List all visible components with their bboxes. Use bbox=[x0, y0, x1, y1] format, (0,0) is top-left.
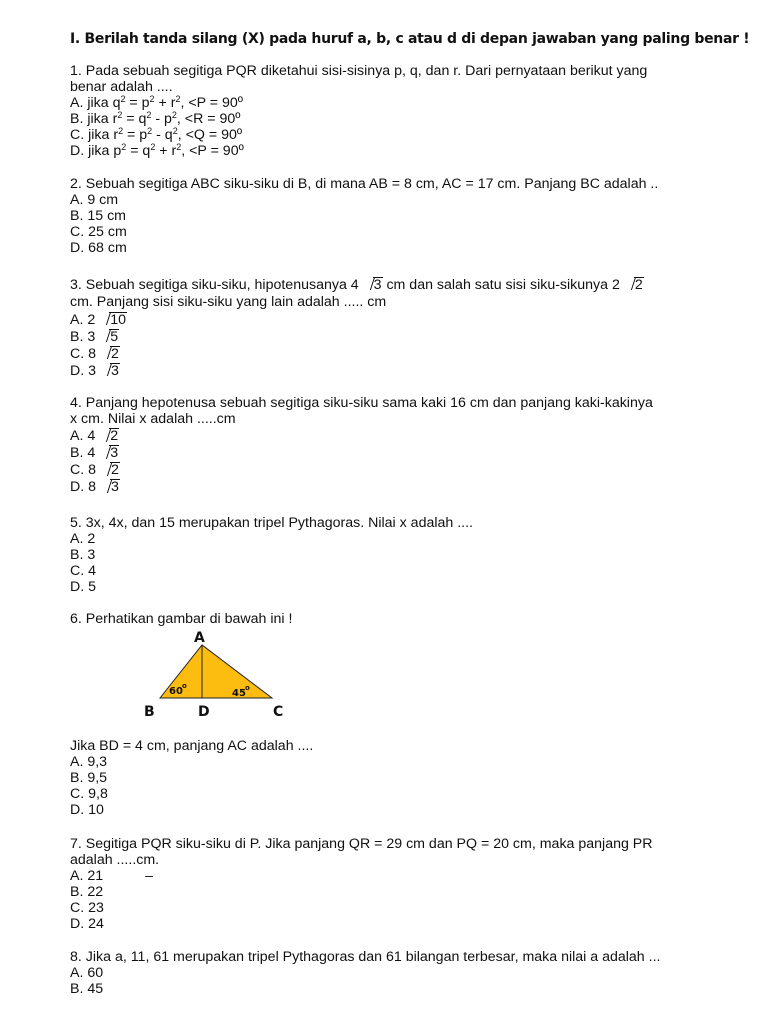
sqrt-symbol: 3 bbox=[100, 445, 119, 461]
question-8-option-a: A. 60 bbox=[70, 965, 104, 981]
question-3-stem-cont: cm. Panjang sisi siku-siku yang lain adalah ..... cm bbox=[70, 294, 387, 310]
question-8-option-b: B. 45 bbox=[70, 981, 104, 997]
question-3-option-b: B. 3 5 bbox=[70, 329, 119, 345]
question-4 bbox=[70, 395, 653, 496]
question-6-question: Jika BD = 4 cm, panjang AC adalah .... bbox=[70, 738, 314, 754]
question-4-stem-cont: x cm. Nilai x adalah .....cm bbox=[70, 411, 236, 427]
question-1-option-b: B. jika $r^2 = q^2 - p^2$, <R = 90º bbox=[70, 110, 241, 127]
question-2 bbox=[70, 176, 658, 256]
sqrt-symbol: 5 bbox=[100, 328, 119, 346]
question-6-body bbox=[70, 738, 313, 818]
question-6-option-a: A. 9,3 bbox=[70, 754, 108, 770]
vertex-label-a: A bbox=[194, 630, 205, 646]
question-3 bbox=[70, 276, 644, 379]
question-4-option-b: B. 4 3 bbox=[70, 445, 119, 461]
question-5 bbox=[70, 515, 473, 595]
question-1-option-a: A. jika $q^2 = p^2 + r^2$, <P = 90º bbox=[70, 94, 243, 111]
sqrt-symbol: 2 bbox=[101, 462, 120, 478]
question-6-option-c: C. 9,8 bbox=[70, 786, 108, 802]
question-3-option-c: C. 8 2 bbox=[70, 346, 119, 362]
degree-mark-c: o bbox=[245, 684, 250, 692]
question-7-option-a: A. 21 – bbox=[70, 868, 154, 884]
question-6 bbox=[70, 611, 292, 627]
angle-label-b: 60 bbox=[169, 686, 183, 697]
question-5-option-d: D. 5 bbox=[70, 579, 97, 595]
question-5-option-b: B. 3 bbox=[70, 547, 96, 563]
question-5-option-a: A. 2 bbox=[70, 531, 96, 547]
question-1-option-c: C. jika $r^2 = p^2 - q^2$, <Q = 90º bbox=[70, 126, 243, 143]
question-2-option-b: B. 15 cm bbox=[70, 208, 126, 224]
question-7 bbox=[70, 836, 653, 932]
question-2-option-d: D. 68 cm bbox=[70, 240, 127, 256]
question-3-option-a: A. 2 10 bbox=[70, 312, 126, 328]
question-1-stem-cont: benar adalah .... bbox=[70, 79, 173, 95]
question-4-option-a: A. 4 2 bbox=[70, 428, 119, 444]
question-6-option-b: B. 9,5 bbox=[70, 770, 108, 786]
question-6-stem: 6. Perhatikan gambar di bawah ini ! bbox=[70, 611, 293, 627]
question-2-option-c: C. 25 cm bbox=[70, 224, 127, 240]
question-5-option-c: C. 4 bbox=[70, 563, 97, 579]
question-3-stem: 3. Sebuah segitiga siku-siku, hipotenusanya 4 3 cm dan salah satu sisi siku-sikunya 2 2 bbox=[70, 277, 643, 293]
question-8-stem: 8. Jika a, 11, 61 merupakan tripel Pythagoras dan 61 bilangan terbesar, maka nilai a adalah ... bbox=[70, 949, 661, 965]
question-6-option-d: D. 10 bbox=[70, 802, 104, 818]
sqrt-symbol: 2 bbox=[101, 345, 120, 363]
question-3-option-d: D. 3 3 bbox=[70, 363, 119, 379]
vertex-label-c: C bbox=[273, 704, 284, 720]
question-4-stem: 4. Panjang hepotenusa sebuah segitiga siku-siku sama kaki 16 cm dan panjang kaki-kakinya bbox=[70, 395, 653, 411]
question-7-option-d: D. 24 bbox=[70, 916, 104, 932]
question-7-stem-cont: adalah .....cm. bbox=[70, 852, 160, 868]
triangle-figure bbox=[140, 628, 310, 720]
sqrt-symbol: 3 bbox=[101, 479, 120, 495]
instruction-heading: I. Berilah tanda silang (X) pada huruf a, b, c atau d di depan jawaban yang paling benar ! bbox=[70, 31, 750, 47]
sqrt-symbol: 3 bbox=[101, 362, 120, 380]
sqrt-symbol: 10 bbox=[100, 311, 127, 329]
question-4-option-d: D. 8 3 bbox=[70, 479, 119, 495]
sqrt-symbol: 2 bbox=[625, 276, 644, 294]
answer-mark: – bbox=[145, 868, 154, 884]
question-1-stem: 1. Pada sebuah segitiga PQR diketahui sisi-sisinya p, q, dan r. Dari pernyataan berikut yang bbox=[70, 63, 648, 79]
vertex-label-d: D bbox=[198, 704, 210, 720]
sqrt-symbol: 2 bbox=[100, 428, 119, 444]
question-2-option-a: A. 9 cm bbox=[70, 192, 119, 208]
question-5-stem: 5. 3x, 4x, dan 15 merupakan tripel Pythagoras. Nilai x adalah .... bbox=[70, 515, 473, 531]
vertex-label-b: B bbox=[144, 704, 155, 720]
angle-label-c: 45 bbox=[232, 688, 246, 699]
question-7-option-c: C. 23 bbox=[70, 900, 104, 916]
question-1-option-d: D. jika $p^2 = q^2 + r^2$, <P = 90º bbox=[70, 142, 244, 159]
question-8 bbox=[70, 949, 660, 997]
question-2-stem: 2. Sebuah segitiga ABC siku-siku di B, di mana AB = 8 cm, AC = 17 cm. Panjang BC adalah .. bbox=[70, 176, 659, 192]
question-7-stem: 7. Segitiga PQR siku-siku di P. Jika panjang QR = 29 cm dan PQ = 20 cm, maka panjang PR bbox=[70, 836, 653, 852]
degree-mark-b: o bbox=[182, 682, 187, 690]
question-7-option-b: B. 22 bbox=[70, 884, 104, 900]
question-1 bbox=[70, 63, 647, 159]
question-4-option-c: C. 8 2 bbox=[70, 462, 119, 478]
sqrt-symbol: 3 bbox=[364, 276, 383, 294]
